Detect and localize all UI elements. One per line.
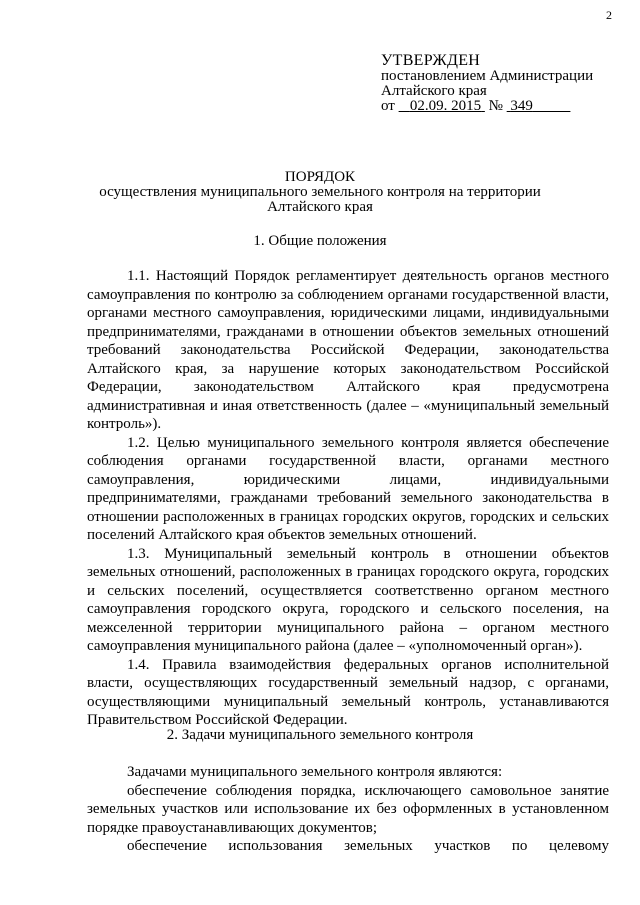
paragraph-1-3: 1.3. Муниципальный земельный контроль в отношении объектов земельных отношений, расположенных в границах городского округа, городских и сельских поселений, осуществляется соответственно органом местного самоуправления городского округа, городского и сельского поселения, на межселенной территории муниципального района – органом местного самоуправления муниципального района (далее – «уполномоченный орган»). [87, 545, 609, 654]
section-2-body [87, 763, 609, 856]
title-line-2: Алтайского края [267, 199, 373, 215]
paragraph-2-intro: Задачами муниципального земельного контроля являются: [127, 764, 503, 780]
approval-date: 02.09. 2015 [409, 98, 482, 114]
page-number: 2 [606, 8, 612, 22]
section-1-body [87, 267, 609, 730]
document-title [0, 170, 640, 215]
approval-heading: УТВЕРЖДЕН [381, 52, 481, 69]
number-prefix: № [488, 98, 503, 114]
paragraph-2-item-1: обеспечение соблюдения порядка, исключающего самовольное занятие земельных участков или использование их без оформленных в установленном порядке правоустанавливающих документов; [87, 782, 609, 836]
approval-date-line [381, 99, 593, 114]
title-line-1: осуществления муниципального земельного контроля на территории [99, 184, 541, 200]
approval-stamp [381, 52, 593, 114]
paragraph-1-4: 1.4. Правила взаимодействия федеральных органов исполнительной власти, осуществляющих государственный земельный надзор, с органами, осуществляющими муниципальный земельный контроль, устанавливаются Правительством Российской Федерации. [87, 656, 609, 728]
approval-number: 349 [510, 98, 533, 114]
section-1-heading: 1. Общие положения [253, 233, 387, 249]
paragraph-1-2: 1.2. Целью муниципального земельного контроля является обеспечение соблюдения органами государственной власти, органами местного самоуправления, юридическими лицами, индивидуальными предпринимателями, гражданами требований земельного законодательства в отношении расположенных в границах городских округов, городских и сельских поселений Алтайского края объектов земельных отношений. [87, 434, 609, 543]
date-prefix: от [381, 98, 395, 114]
section-2-heading: 2. Задачи муниципального земельного контроля [166, 727, 474, 743]
approval-line-2: Алтайского края [381, 83, 487, 99]
paragraph-1-1: 1.1. Настоящий Порядок регламентирует деятельность органов местного самоуправления по контролю за соблюдением органами государственной власти, органами местного самоуправления, юридическими лицами, индивидуальными предпринимателями, гражданами в отношении объектов земельных отношений требований законодательства Российской Федерации, законодательства Алтайского края, за нарушение которых законодательством Российской Федерации, законодательством Алтайского края предусмотрена административная и иная ответственность (далее – «муниципальный земельный контроль»). [87, 268, 609, 432]
title-heading: ПОРЯДОК [284, 169, 356, 185]
approval-line-1: постановлением Администрации [381, 68, 594, 84]
paragraph-2-item-2: обеспечение использования земельных участков по целевому [127, 838, 609, 854]
